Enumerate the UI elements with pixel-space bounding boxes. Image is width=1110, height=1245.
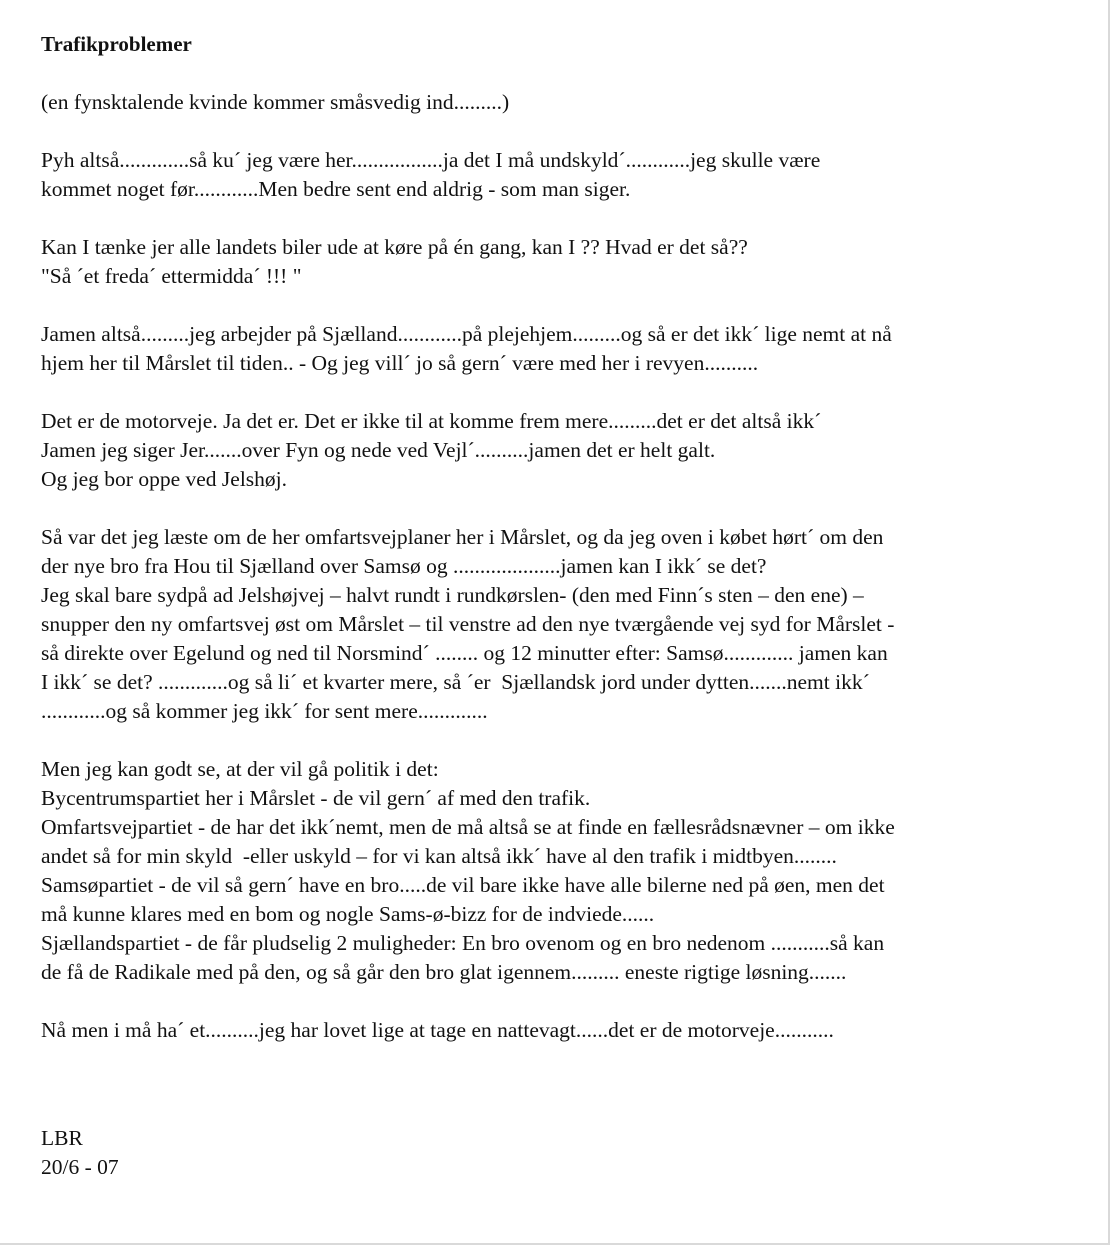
- paragraph-route: [41, 523, 1081, 726]
- text-line: I ikk´ se det? .............og så li´ et kvarter mere, så ´er Sjællandsk jord under dytten.......nemt ikk´: [41, 670, 870, 694]
- text-line: Og jeg bor oppe ved Jelshøj.: [41, 467, 288, 491]
- text-line: Kan I tænke jer alle landets biler ude at køre på én gang, kan I ?? Hvad er det så??: [41, 235, 748, 259]
- text-line: de få de Radikale med på den, og så går den bro glat igennem......... eneste rigtige løsning.......: [41, 960, 847, 984]
- text-line: må kunne klares med en bom og nogle Sams-ø-bizz for de indviede......: [41, 902, 655, 926]
- signature-block: [41, 1124, 119, 1182]
- text-line: Pyh altså.............så ku´ jeg være her.................ja det I må undskyld´............jeg skulle være: [41, 148, 821, 172]
- text-line: Jamen altså.........jeg arbejder på Sjælland............på plejehjem.........og så er det ikk´ lige nemt at nå: [41, 322, 892, 346]
- paragraph-intro: [41, 146, 1081, 204]
- paragraph-stage-direction: [41, 88, 1081, 117]
- text-line: Jamen jeg siger Jer.......over Fyn og nede ved Vejl´..........jamen det er helt galt.: [41, 438, 716, 462]
- document-title: Trafikproblemer: [41, 32, 192, 56]
- paragraph-work: [41, 320, 1081, 378]
- text-line: Jeg skal bare sydpå ad Jelshøjvej – halvt rundt i rundkørslen- (den med Finn´s sten – den ene) –: [41, 583, 864, 607]
- text-line: (en fynsktalende kvinde kommer småsvedig ind.........): [41, 90, 510, 114]
- document-date: 20/6 - 07: [41, 1155, 119, 1179]
- text-line: kommet noget før............Men bedre sent end aldrig - som man siger.: [41, 177, 631, 201]
- text-line: Omfartsvejpartiet - de har det ikk´nemt, men de må altså se at finde en fællesrådsnævner – om ikke: [41, 815, 895, 839]
- text-line: så direkte over Egelund og ned til Norsmind´ ........ og 12 minutter efter: Samsø............. jamen kan: [41, 641, 888, 665]
- paragraph-politics: [41, 755, 1081, 987]
- paragraph-cars: [41, 233, 1081, 291]
- text-line: "Så ´et freda´ ettermidda´ !!! ": [41, 264, 302, 288]
- text-line: der nye bro fra Hou til Sjælland over Samsø og ....................jamen kan I ikk´ se det?: [41, 554, 767, 578]
- text-line: ............og så kommer jeg ikk´ for sent mere.............: [41, 699, 488, 723]
- text-line: hjem her til Mårslet til tiden.. - Og jeg vill´ jo så gern´ være med her i revyen..........: [41, 351, 759, 375]
- author-initials: LBR: [41, 1126, 83, 1150]
- paragraph-closing: [41, 1016, 1081, 1045]
- text-line: Det er de motorveje. Ja det er. Det er ikke til at komme frem mere.........det er det altså ikk´: [41, 409, 822, 433]
- text-line: Så var det jeg læste om de her omfartsvejplaner her i Mårslet, og da jeg oven i købet hørt´ om den: [41, 525, 884, 549]
- text-line: Samsøpartiet - de vil så gern´ have en bro.....de vil bare ikke have alle bilerne ned på øen, men det: [41, 873, 885, 897]
- text-line: andet så for min skyld -eller uskyld – for vi kan altså ikk´ have al den trafik i midtbyen........: [41, 844, 837, 868]
- text-line: Men jeg kan godt se, at der vil gå politik i det:: [41, 757, 439, 781]
- paragraph-motorways: [41, 407, 1081, 494]
- text-line: snupper den ny omfartsvej øst om Mårslet – til venstre ad den nye tværgående vej syd for Mårslet -: [41, 612, 895, 636]
- text-line: Sjællandspartiet - de får pludselig 2 muligheder: En bro ovenom og en bro nedenom ...........så kan: [41, 931, 885, 955]
- text-line: Bycentrumspartiet her i Mårslet - de vil gern´ af med den trafik.: [41, 786, 591, 810]
- text-line: Nå men i må ha´ et..........jeg har lovet lige at tage en nattevagt......det er de motorveje...........: [41, 1018, 834, 1042]
- document-body: [41, 30, 1081, 1074]
